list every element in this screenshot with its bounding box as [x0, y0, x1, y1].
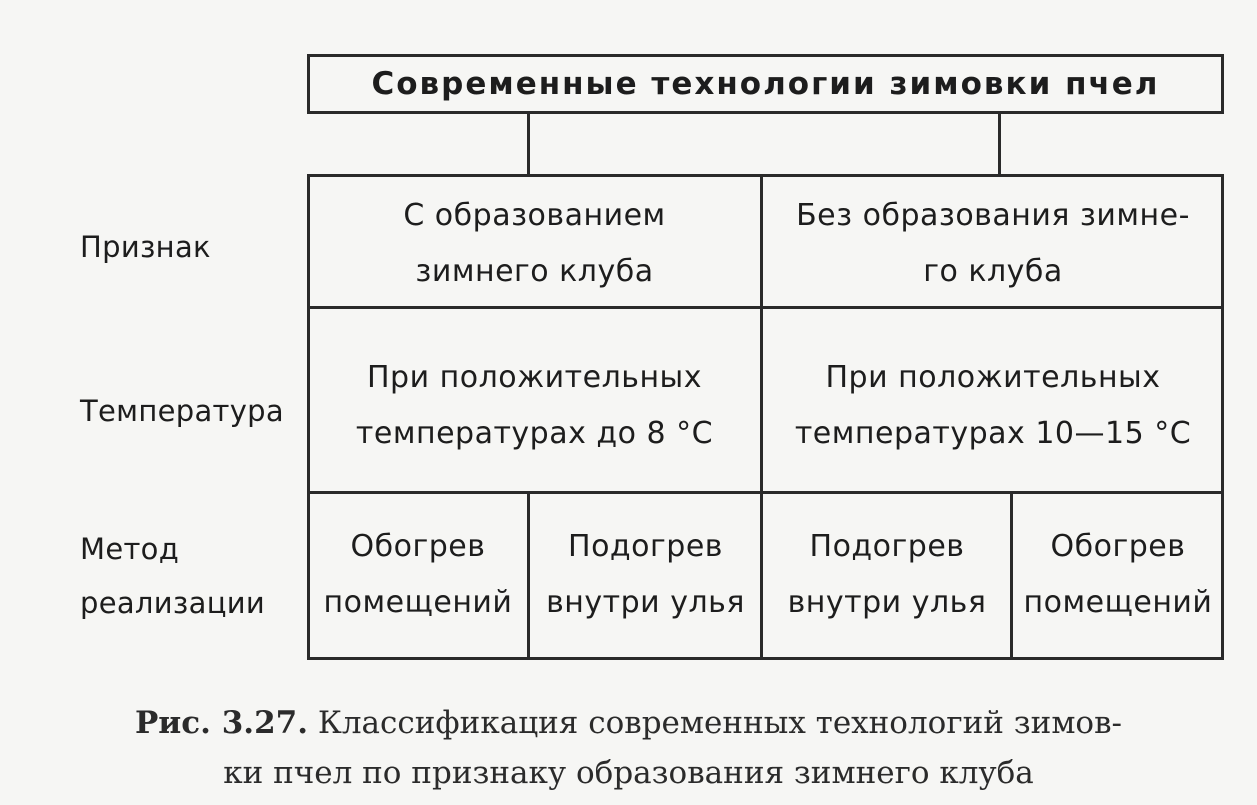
cell-method-room-heating-1: [307, 500, 529, 650]
connector-left: [527, 114, 530, 176]
row-label-feature: [80, 220, 211, 274]
cell-text-line: Обогрев: [350, 529, 486, 564]
cell-method-room-heating-2: [1012, 500, 1224, 650]
row-label-method-line1: Метод: [80, 532, 180, 566]
cell-text-line: го клуба: [923, 254, 1063, 289]
cell-text-line: Подогрев: [809, 529, 965, 564]
cell-text-line: температурах 10—15 °С: [794, 416, 1192, 451]
connector-right: [998, 114, 1001, 176]
cell-text-line: зимнего клуба: [415, 254, 654, 289]
row-label-temperature-text: Температура: [80, 394, 284, 428]
cell-text-line: внутри улья: [787, 585, 987, 620]
row-label-method-line2: реализации: [80, 586, 266, 620]
cell-feature-with-cluster: [307, 180, 762, 308]
cell-temperature-up-to-8: [307, 320, 762, 492]
cell-method-hive-heating-2: [762, 500, 1012, 650]
row-label-temperature: [80, 384, 284, 438]
cell-text-line: помещений: [1023, 585, 1213, 620]
cell-text-line: температурах до 8 °С: [355, 416, 714, 451]
diagram-title-text: Современные технологии зимовки пчел: [371, 66, 1160, 102]
cell-text-line: С образованием: [403, 198, 666, 233]
cell-text-line: помещений: [323, 585, 513, 620]
caption-line1-text: Классификация современных технологий зимов-: [308, 705, 1123, 741]
cell-text-line: внутри улья: [546, 585, 745, 620]
row-label-method: [80, 522, 265, 630]
cell-temperature-10-15: [762, 320, 1224, 492]
cell-text-line: При положительных: [825, 360, 1161, 395]
caption-label: Рис. 3.27.: [134, 705, 309, 741]
cell-text-line: Обогрев: [1050, 529, 1186, 564]
diagram-title: [307, 54, 1224, 114]
row-label-feature-text: Признак: [80, 230, 211, 264]
caption-line-1: [0, 698, 1257, 748]
cell-text-line: При положительных: [367, 360, 702, 395]
cell-feature-without-cluster: [762, 180, 1224, 308]
cell-method-hive-heating-1: [529, 500, 762, 650]
cell-text-line: Без образования зимне-: [796, 198, 1190, 233]
figure-caption: [0, 698, 1257, 798]
cell-text-line: Подогрев: [568, 529, 723, 564]
caption-line-2: ки пчел по признаку образования зимнего клуба: [223, 755, 1034, 791]
